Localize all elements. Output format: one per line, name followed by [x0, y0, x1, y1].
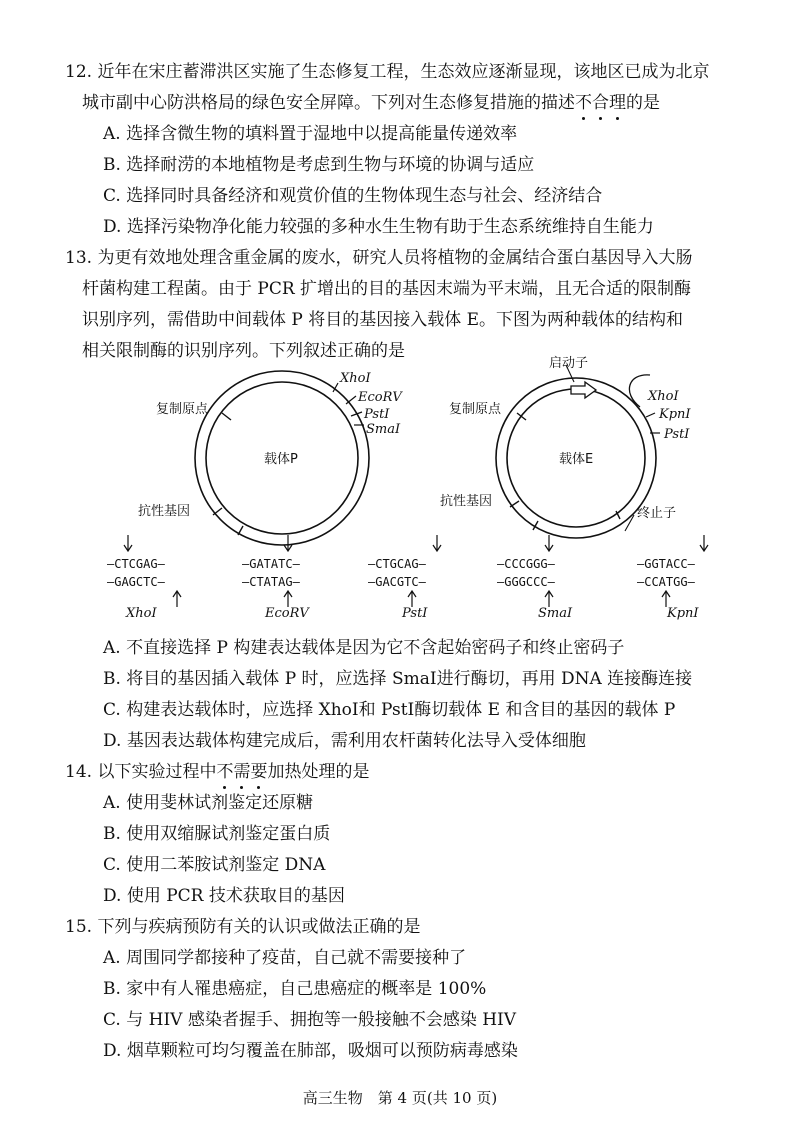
q12-option-b: B. 选择耐涝的本地植物是考虑到生物与环境的协调与适应	[103, 155, 535, 175]
enzyme-name: KpnⅠ	[667, 606, 699, 621]
q13-stem-line1: 13. 为更有效地处理含重金属的废水，研究人员将植物的金属结合蛋白基因导入大肠	[65, 248, 693, 268]
enzyme-seq-bottom: —GACGTC—	[368, 575, 426, 589]
vector-diagram	[0, 355, 800, 625]
plasmid-e-resistance-label: 抗性基因	[440, 494, 493, 509]
q14-stem-pre: 14. 以下实验过程中	[65, 762, 217, 782]
enzyme-name: PstⅠ	[402, 606, 428, 621]
plasmid-p-name: 载体P	[264, 452, 298, 467]
enzyme-name: EcoRⅤ	[265, 606, 309, 621]
q15-option-a: A. 周围同学都接种了疫苗，自己就不需要接种了	[103, 948, 467, 968]
enzyme-seq-bottom: —GAGCTC—	[107, 575, 165, 589]
emphasis-char: 要	[250, 762, 268, 782]
q14-option-a: A. 使用斐林试剂鉴定还原糖	[103, 793, 314, 813]
emphasis-char: 需	[233, 762, 251, 782]
enzyme-seq-top: —CTGCAG—	[368, 557, 426, 571]
emphasis-char: 不	[216, 762, 234, 782]
plasmid-p-ori-mark	[222, 413, 231, 420]
q12-option-d: D. 选择污染物净化能力较强的多种水生生物有助于生态系统维持自生能力	[103, 217, 654, 237]
plasmid-p-resistance-label: 抗性基因	[138, 504, 191, 519]
q13-option-b: B. 将目的基因插入载体 P 时，应选择 SmaⅠ进行酶切，再用 DNA 连接酶连接	[103, 669, 693, 689]
cut-arrow-down-icon	[545, 535, 553, 551]
q14-option-c: C. 使用二苯胺试剂鉴定 DNA	[103, 855, 326, 875]
q13-option-a: A. 不直接选择 P 构建表达载体是因为它不含起始密码子和终止密码子	[103, 638, 625, 658]
cut-arrow-up-icon	[662, 591, 670, 607]
q13-stem-line4: 相关限制酶的识别序列。下列叙述正确的是	[82, 341, 405, 361]
plasmid-e-kpn-site	[646, 413, 655, 417]
plasmid-p-ori-label: 复制原点	[156, 402, 209, 417]
plasmid-p-site-ecorv: EcoRⅤ	[358, 390, 402, 405]
plasmid-e-site-pst: PstⅠ	[664, 427, 690, 442]
emphasis-char: 合	[592, 93, 609, 113]
q13-option-d: D. 基因表达载体构建完成后，需利用农杆菌转化法导入受体细胞	[103, 731, 586, 751]
q12-stem-pre: 城市副中心防洪格局的绿色安全屏障。下列对生态修复措施的描述	[82, 93, 575, 113]
cut-arrow-down-icon	[124, 535, 132, 551]
enzyme-name: XhoⅠ	[126, 606, 157, 621]
cut-arrow-up-icon	[284, 591, 292, 607]
page-footer: 高三生物 第 4 页(共 10 页)	[302, 1089, 498, 1107]
q12-option-a: A. 选择含微生物的填料置于湿地中以提高能量传递效率	[103, 124, 518, 144]
enzyme-seq-bottom: —CCATGG—	[637, 575, 695, 589]
plasmid-p-site-pst: PstⅠ	[364, 407, 390, 422]
enzyme-kpn	[637, 535, 708, 621]
q14-stem	[65, 760, 369, 784]
q15-option-b: B. 家中有人罹患癌症，自己患癌症的概率是 100%	[103, 979, 487, 999]
q12-stem-line1: 12. 近年在宋庄蓄滞洪区实施了生态修复工程，生态效应逐渐显现，该地区已成为北京	[65, 62, 710, 82]
plasmid-e	[440, 355, 691, 538]
q14-option-d: D. 使用 PCR 技术获取目的基因	[103, 886, 345, 906]
enzyme-seq-top: —GGTACC—	[637, 557, 695, 571]
enzyme-seq-bottom: —CTATAG—	[242, 575, 300, 589]
enzyme-seq-top: —CTCGAG—	[107, 557, 165, 571]
enzyme-seq-bottom: —GGGCCC—	[497, 575, 555, 589]
cut-arrow-up-icon	[408, 591, 416, 607]
promoter-arrow-icon	[571, 382, 596, 398]
q15-option-d: D. 烟草颗粒可均匀覆盖在肺部，吸烟可以预防病毒感染	[103, 1041, 518, 1061]
vector-figure	[0, 355, 800, 625]
q13-stem-line3: 识别序列，需借助中间载体 P 将目的基因接入载体 E。下图为两种载体的结构和	[82, 310, 684, 330]
plasmid-e-name: 载体E	[559, 452, 594, 467]
enzyme-seq-top: —GATATC—	[242, 557, 300, 571]
emphasis-char: 理	[609, 93, 626, 113]
enzyme-pst	[368, 535, 441, 621]
q15-stem: 15. 下列与疾病预防有关的认识或做法正确的是	[65, 917, 421, 937]
cut-arrow-down-icon	[284, 535, 292, 551]
emphasis-char: 不	[575, 93, 592, 113]
plasmid-e-promoter-label: 启动子	[549, 356, 589, 371]
q14-stem-post: 加热处理的是	[267, 762, 370, 782]
enzyme-ecorv	[242, 535, 310, 621]
q13-stem-line2: 杆菌构建工程菌。由于 PCR 扩增出的目的基因末端为平末端，且无合适的限制酶	[82, 279, 692, 299]
plasmid-e-terminator-label: 终止子	[637, 506, 677, 521]
plasmid-e-ori-label: 复制原点	[449, 402, 502, 417]
q13-option-c: C. 构建表达载体时，应选择 XhoⅠ和 PstⅠ酶切载体 E 和含目的基因的载体 P	[103, 700, 676, 720]
plasmid-e-site-xho: XhoⅠ	[648, 389, 679, 404]
enzyme-name: SmaⅠ	[538, 606, 573, 621]
cut-arrow-up-icon	[173, 591, 181, 607]
cut-arrow-down-icon	[700, 535, 708, 551]
plasmid-p-site-sma: SmaⅠ	[366, 422, 401, 437]
plasmid-p-site-xho: XhoⅠ	[340, 371, 371, 386]
q15-option-c: C. 与 HIV 感染者握手、拥抱等一般接触不会感染 HIV	[103, 1010, 517, 1030]
enzyme-xho	[107, 535, 181, 621]
q12-stem-line2	[82, 91, 660, 115]
enzyme-seq-top: —CCCGGG—	[497, 557, 555, 571]
q12-stem-post: 的是	[626, 93, 660, 113]
plasmid-p	[138, 371, 403, 545]
plasmid-e-site-kpn: KpnⅠ	[659, 407, 691, 422]
q14-option-b: B. 使用双缩脲试剂鉴定蛋白质	[103, 824, 331, 844]
cut-arrow-up-icon	[545, 591, 553, 607]
q12-option-c: C. 选择同时具备经济和观赏价值的生物体现生态与社会、经济结合	[103, 186, 603, 206]
enzyme-sma	[497, 535, 573, 621]
cut-arrow-down-icon	[433, 535, 441, 551]
